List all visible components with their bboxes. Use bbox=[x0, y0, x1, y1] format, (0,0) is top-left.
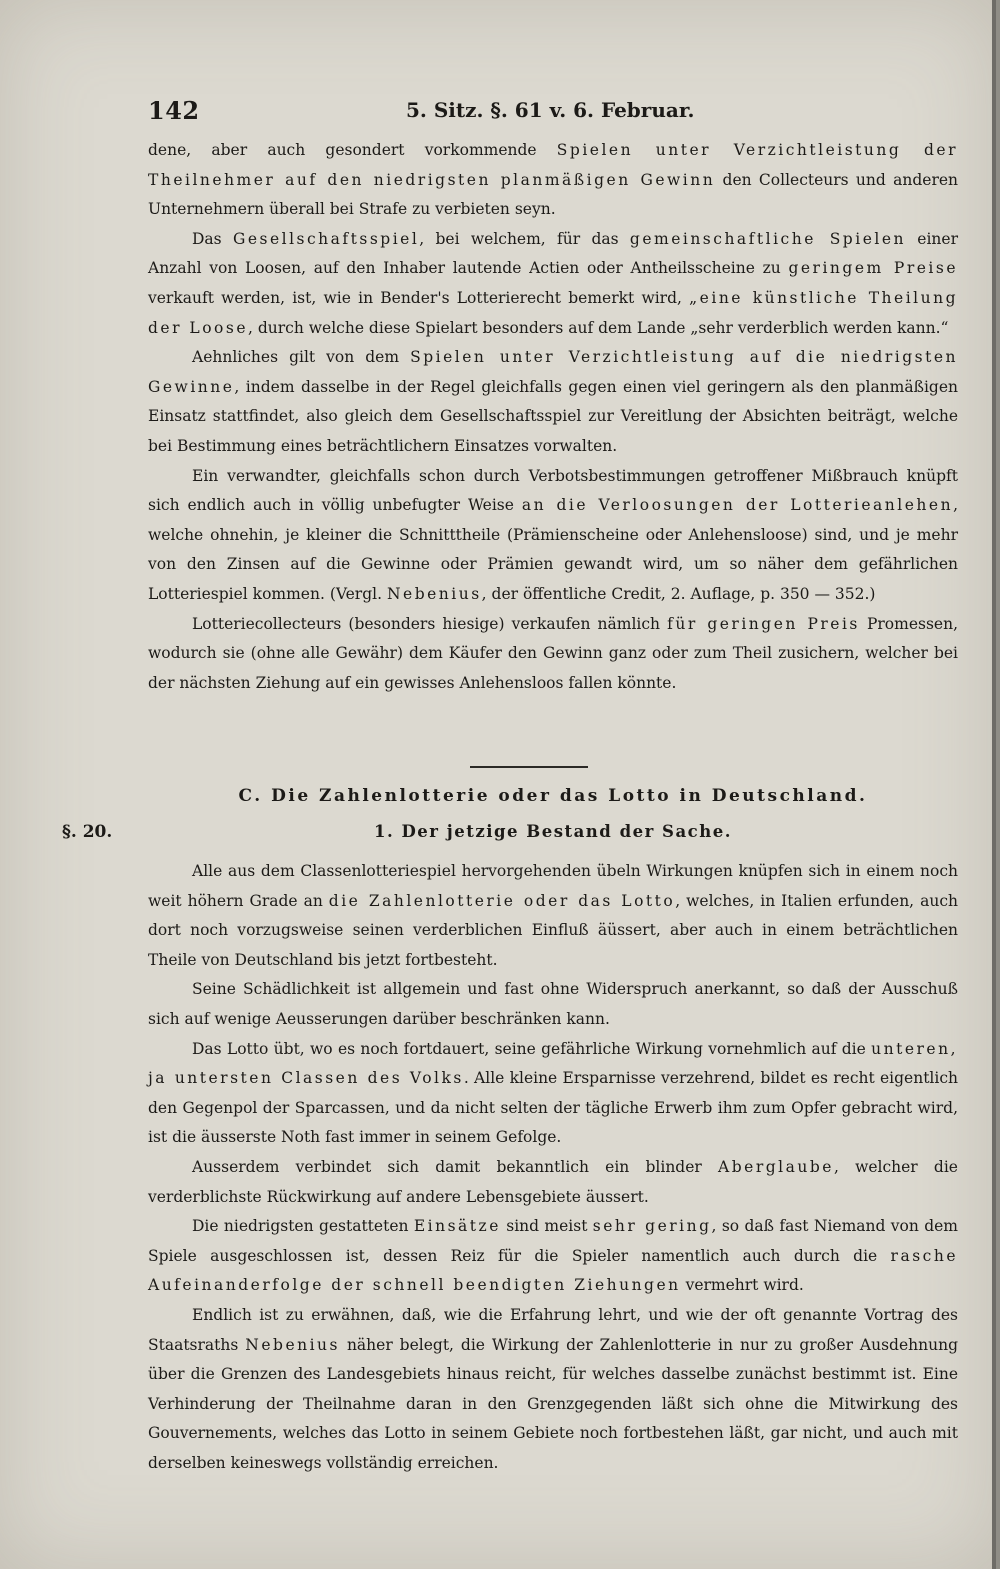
paragraph bbox=[148, 610, 958, 699]
text-run: Ausserdem verbindet sich damit bekanntlich ein blinder bbox=[192, 1157, 719, 1176]
text-run: dene, aber auch gesondert vorkommende bbox=[148, 141, 557, 159]
text-run: Das Lotto übt, wo es noch fortdauert, seine gefährliche Wirkung vornehmlich auf die bbox=[192, 1039, 872, 1058]
spaced-emphasis: gemeinschaftliche Spielen bbox=[629, 229, 906, 248]
text-run: Promessen, wodurch sie (ohne alle Gewähr) dem Käufer den Gewinn ganz oder zum Theil zusichern, welcher bei der nächsten Ziehung auf ein gewisses Anlehensloos fallen könnte. bbox=[148, 614, 958, 692]
spaced-emphasis: rasche Aufeinanderfolge der schnell beendigten Ziehungen bbox=[148, 1246, 958, 1295]
text-run: Die niedrigsten gestatteten bbox=[192, 1217, 414, 1236]
text-run: , der öffentliche Credit, 2. Auflage, p. 350 — 352.) bbox=[481, 584, 876, 603]
text-run: verkauft werden, ist, wie in Bender's Lotterierecht bemerkt wird, bbox=[148, 288, 690, 307]
spaced-emphasis: „eine künstliche Theilung der Loose bbox=[148, 288, 958, 337]
spaced-emphasis: Gesellschaftsspiel bbox=[232, 229, 420, 248]
text-run: vermehrt wird. bbox=[680, 1276, 804, 1295]
text-run: Alle aus dem Classenlotteriespiel hervorgehenden übeln Wirkungen knüpfen sich in einem noch weit höhern Grade an bbox=[148, 862, 958, 910]
text-run: , welcher die verderblichste Rückwirkung auf andere Lebensgebiete äussert. bbox=[148, 1157, 958, 1206]
paragraph-marker: §. 20. bbox=[62, 822, 113, 842]
text-run: Lotteriecollecteurs (besonders hiesige) verkaufen nämlich bbox=[192, 614, 668, 633]
text-run: den Collecteurs und anderen Unternehmern überall bei Strafe zu verbieten seyn. bbox=[148, 170, 959, 219]
spaced-emphasis: für geringen Preis bbox=[667, 614, 860, 633]
paragraph bbox=[148, 136, 958, 225]
text-run: Aehnliches gilt von dem bbox=[192, 348, 411, 367]
text-run: . Alle kleine Ersparnisse verzehrend, bildet es recht eigentlich den Gegenpol der Sparcassen, und da nicht selten der tägliche Erwerb ihm zum Opfer gebracht wird, ist die äusserste Noth fast immer in seinem Gefolge. bbox=[148, 1069, 958, 1147]
spaced-emphasis: an die Verloosungen der Lotterieanlehen bbox=[521, 496, 954, 515]
text-run: sind meist bbox=[500, 1217, 593, 1236]
page-edge bbox=[992, 0, 996, 1569]
section-heading: C. Die Zahlenlotterie oder das Lotto in Deutschland. bbox=[238, 786, 868, 806]
paragraph bbox=[148, 462, 958, 610]
spaced-emphasis: sehr gering bbox=[592, 1217, 712, 1236]
spaced-emphasis: Nebenius bbox=[386, 584, 482, 603]
spaced-emphasis: Spielen unter Verzichtleistung auf die niedrigsten Gewinne bbox=[148, 348, 958, 396]
text-run: , so daß fast Niemand von dem Spiele ausgeschlossen ist, dessen Reiz für die Spieler namentlich auch durch die bbox=[148, 1217, 958, 1265]
body-text-bottom bbox=[148, 857, 958, 1478]
paragraph bbox=[148, 1212, 958, 1301]
page-number: 142 bbox=[148, 96, 200, 125]
text-run: , welches, in Italien erfunden, auch dort noch vorzugsweise seinen verderblichen Einfluß äüssert, aber auch in einem beträchtlichen Theile von Deutschland bis jetzt fortbesteht. bbox=[148, 891, 958, 969]
paragraph bbox=[148, 857, 958, 975]
spaced-emphasis: unteren, ja untersten Classen des Volks bbox=[148, 1039, 958, 1088]
paragraph bbox=[148, 225, 958, 343]
paragraph bbox=[148, 1301, 958, 1479]
spaced-emphasis: Einsätze bbox=[413, 1217, 501, 1236]
text-run: Seine Schädlichkeit ist allgemein und fast ohne Widerspruch anerkannt, so daß der Ausschuß sich auf wenige Aeusserungen darüber beschränken kann. bbox=[148, 980, 958, 1028]
text-run: Endlich ist zu erwähnen, daß, wie die Erfahrung lehrt, und wie der oft genannte Vortrag des Staatsraths bbox=[148, 1305, 958, 1354]
section-divider bbox=[470, 766, 588, 768]
body-text-top bbox=[148, 136, 958, 698]
text-run: einer Anzahl von Loosen, auf den Inhaber lautende Actien oder Antheilsscheine zu bbox=[148, 229, 958, 278]
spaced-emphasis: Spielen unter Verzichtleistung der Theilnehmer auf den niedrigsten planmäßigen Gewinn bbox=[148, 141, 958, 189]
paragraph bbox=[148, 975, 958, 1034]
paragraph bbox=[148, 343, 958, 461]
page-header bbox=[148, 96, 848, 132]
subsection-heading: 1. Der jetzige Bestand der Sache. bbox=[374, 822, 732, 841]
text-run: , welche ohnehin, je kleiner die Schnitttheile (Prämienscheine oder Anlehensloose) sind, und je mehr von den Zinsen auf die Gewinne oder Prämien gewandt wird, um so näher dem gefährlichen Lotteriespiel kommen. (Vergl. bbox=[148, 496, 958, 603]
paragraph bbox=[148, 1153, 958, 1212]
text-run: , bei welchem, für das bbox=[419, 229, 630, 248]
text-run: , indem dasselbe in der Regel gleichfalls gegen einen viel geringern als den planmäßigen Einsatz stattfindet, also gleich dem Gesellschaftsspiel zur Vereitlung der Absichten beiträgt, welche bei Bestimmung eines beträchtlichern Einsatzes vorwalten. bbox=[148, 377, 958, 455]
spaced-emphasis: Aberglaube bbox=[718, 1157, 834, 1176]
running-head: 5. Sitz. §. 61 v. 6. Februar. bbox=[406, 98, 695, 122]
text-run: Ein verwandter, gleichfalls schon durch Verbotsbestimmungen getroffener Mißbrauch knüpft sich endlich auch in völlig unbefugter Weise bbox=[148, 466, 958, 515]
spaced-emphasis: geringem Preise bbox=[788, 259, 958, 278]
spaced-emphasis: die Zahlenlotterie oder das Lotto bbox=[328, 891, 676, 910]
paragraph bbox=[148, 1035, 958, 1153]
text-run: näher belegt, die Wirkung der Zahlenlotterie in nur zu großer Ausdehnung über die Grenzen des Landesgebiets hinaus reicht, für welches dasselbe zunächst bestimmt ist. Eine Verhinderung der Theilnahme daran in den Grenzgegenden läßt sich ohne die Mitwirkung des Gouvernements, welches das Lotto in seinem Gebiete noch fortbestehen läßt, gar nicht, und auch mit derselben keineswegs vollständig erreichen. bbox=[148, 1335, 959, 1472]
spaced-emphasis: Nebenius bbox=[245, 1335, 340, 1354]
text-run: Das bbox=[192, 229, 233, 248]
text-run: , durch welche diese Spielart besonders auf dem Lande „sehr verderblich werden kann.“ bbox=[248, 318, 949, 337]
